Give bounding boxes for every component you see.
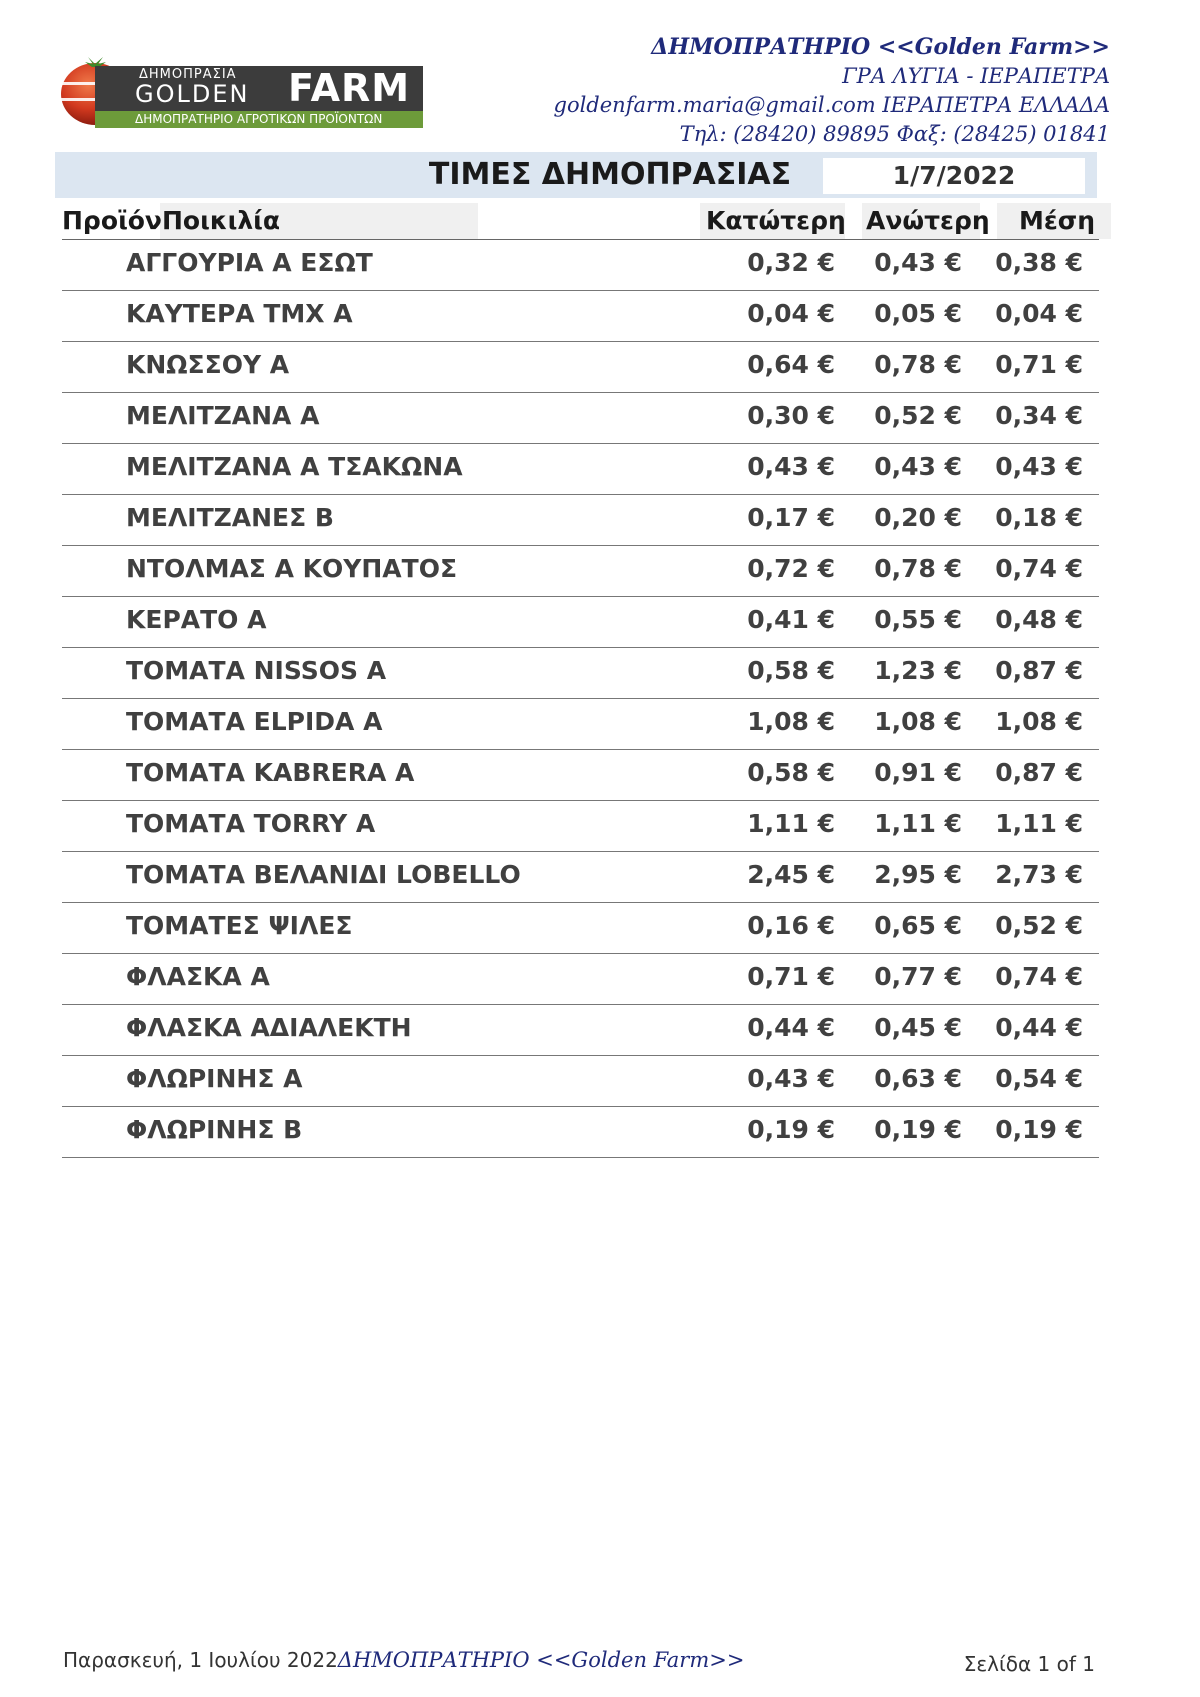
price-low: 0,58 €: [747, 758, 835, 787]
price-low: 0,41 €: [747, 605, 835, 634]
price-high: 1,11 €: [874, 809, 962, 838]
price-low: 0,17 €: [747, 503, 835, 532]
title-bar: [55, 152, 1097, 198]
price-low: 0,64 €: [747, 350, 835, 379]
price-avg: 0,19 €: [995, 1115, 1083, 1144]
price-low: 1,08 €: [747, 707, 835, 736]
product-name: ΦΛΩΡΙΝΗΣ Α: [126, 1064, 303, 1093]
product-name: ΚΑΥΤΕΡΑ ΤΜΧ Α: [126, 299, 353, 328]
price-avg: 1,08 €: [995, 707, 1083, 736]
price-avg: 0,52 €: [995, 911, 1083, 940]
footer-org: ΔΗΜΟΠΡΑΤΗΡΙΟ <<Golden Farm>>: [337, 1648, 745, 1672]
price-avg: 0,38 €: [995, 248, 1083, 277]
table-row: [62, 852, 1099, 903]
product-name: ΤΟΜΑΤΕΣ ΨΙΛΕΣ: [126, 911, 353, 940]
table-row: [62, 495, 1099, 546]
price-high: 0,05 €: [874, 299, 962, 328]
company-email: goldenfarm.maria@gmail.com ΙΕΡΑΠΕΤΡΑ ΕΛΛΑΔΑ: [553, 93, 1110, 117]
company-phones: Τηλ: (28420) 89895 Φαξ: (28425) 01841: [679, 122, 1110, 146]
product-name: ΜΕΛΙΤΖΑΝΑ Α ΤΣΑΚΩΝΑ: [126, 452, 463, 481]
price-avg: 1,11 €: [995, 809, 1083, 838]
product-name: ΤΟΜΑΤΑ ΒΕΛΑΝΙΔΙ LOBELLO: [126, 860, 521, 889]
table-row: [62, 1005, 1099, 1056]
price-high: 0,91 €: [874, 758, 962, 787]
product-name: ΤΟΜΑΤΑ ELPIDA A: [126, 707, 383, 736]
price-avg: 0,43 €: [995, 452, 1083, 481]
table-row: [62, 1107, 1099, 1158]
table-row: [62, 240, 1099, 291]
product-name: ΜΕΛΙΤΖΑΝΑ Α: [126, 401, 320, 430]
price-high: 0,78 €: [874, 554, 962, 583]
price-high: 0,43 €: [874, 452, 962, 481]
price-avg: 0,87 €: [995, 656, 1083, 685]
price-high: 2,95 €: [874, 860, 962, 889]
price-avg: 0,71 €: [995, 350, 1083, 379]
price-high: 0,55 €: [874, 605, 962, 634]
company-address: ΓΡΑ ΛΥΓΙΑ - ΙΕΡΑΠΕΤΡΑ: [842, 64, 1110, 88]
price-high: 0,65 €: [874, 911, 962, 940]
column-header-high: Ανώτερη: [866, 206, 990, 235]
product-name: ΦΛΩΡΙΝΗΣ Β: [126, 1115, 303, 1144]
column-header-variety: Ποικιλία: [162, 206, 281, 235]
price-high: 1,23 €: [874, 656, 962, 685]
table-row: [62, 699, 1099, 750]
price-low: 0,72 €: [747, 554, 835, 583]
product-name: ΦΛΑΣΚΑ Α: [126, 962, 270, 991]
price-low: 0,04 €: [747, 299, 835, 328]
column-header-product: Προϊόν: [62, 206, 162, 235]
price-low: 0,71 €: [747, 962, 835, 991]
table-row: [62, 393, 1099, 444]
price-avg: 0,54 €: [995, 1064, 1083, 1093]
price-avg: 0,04 €: [995, 299, 1083, 328]
column-header-low: Κατώτερη: [706, 206, 846, 235]
price-avg: 0,18 €: [995, 503, 1083, 532]
price-avg: 0,74 €: [995, 554, 1083, 583]
auction-date: 1/7/2022: [823, 158, 1085, 194]
price-low: 0,32 €: [747, 248, 835, 277]
price-avg: 0,44 €: [995, 1013, 1083, 1042]
logo-brand-golden: GOLDEN: [135, 80, 250, 108]
price-high: 0,45 €: [874, 1013, 962, 1042]
table-row: [62, 291, 1099, 342]
page-number: Σελίδα 1 of 1: [963, 1652, 1095, 1676]
price-low: 0,16 €: [747, 911, 835, 940]
table-row: [62, 903, 1099, 954]
table-row: [62, 750, 1099, 801]
table-row: [62, 954, 1099, 1005]
price-avg: 0,87 €: [995, 758, 1083, 787]
price-high: 0,19 €: [874, 1115, 962, 1144]
footer-date: Παρασκευή, 1 Ιουλίου 2022: [63, 1648, 338, 1672]
logo-top-text: ΔΗΜΟΠΡΑΣΙΑ: [139, 67, 237, 82]
table-row: [62, 444, 1099, 495]
page-title: ΤΙΜΕΣ ΔΗΜΟΠΡΑΣΙΑΣ: [428, 157, 792, 192]
company-name: ΔΗΜΟΠΡΑΤΗΡΙΟ <<Golden Farm>>: [651, 34, 1110, 60]
price-high: 0,63 €: [874, 1064, 962, 1093]
product-name: ΦΛΑΣΚΑ ΑΔΙΑΛΕΚΤΗ: [126, 1013, 412, 1042]
price-high: 0,52 €: [874, 401, 962, 430]
price-avg: 0,34 €: [995, 401, 1083, 430]
table-row: [62, 546, 1099, 597]
price-table: [62, 240, 1099, 1158]
price-low: 2,45 €: [747, 860, 835, 889]
price-avg: 0,74 €: [995, 962, 1083, 991]
golden-farm-logo: [55, 50, 423, 128]
price-low: 0,58 €: [747, 656, 835, 685]
price-high: 0,78 €: [874, 350, 962, 379]
product-name: ΚΝΩΣΣΟΥ Α: [126, 350, 290, 379]
column-header-avg: Μέση: [1019, 206, 1096, 235]
price-high: 1,08 €: [874, 707, 962, 736]
table-row: [62, 648, 1099, 699]
price-avg: 0,48 €: [995, 605, 1083, 634]
table-row: [62, 1056, 1099, 1107]
price-high: 0,20 €: [874, 503, 962, 532]
product-name: ΚΕΡΑΤΟ Α: [126, 605, 267, 634]
price-low: 1,11 €: [747, 809, 835, 838]
product-name: ΤΟΜΑΤΑ NISSOS A: [126, 656, 387, 685]
logo-subtitle: ΔΗΜΟΠΡΑΤΗΡΙΟ ΑΓΡΟΤΙΚΩΝ ΠΡΟΪΟΝΤΩΝ: [135, 112, 383, 126]
product-name: ΝΤΟΛΜΑΣ Α ΚΟΥΠΑΤΟΣ: [126, 554, 458, 583]
product-name: ΤΟΜΑΤΑ KABRERA A: [126, 758, 415, 787]
price-low: 0,19 €: [747, 1115, 835, 1144]
price-high: 0,43 €: [874, 248, 962, 277]
product-name: ΤΟΜΑΤΑ TORRY A: [126, 809, 376, 838]
price-low: 0,43 €: [747, 1064, 835, 1093]
product-name: ΜΕΛΙΤΖΑΝΕΣ Β: [126, 503, 334, 532]
table-row: [62, 342, 1099, 393]
logo-brand-farm: FARM: [288, 66, 411, 110]
price-low: 0,30 €: [747, 401, 835, 430]
product-name: ΑΓΓΟΥΡΙΑ Α ΕΣΩΤ: [126, 248, 373, 277]
price-low: 0,44 €: [747, 1013, 835, 1042]
price-low: 0,43 €: [747, 452, 835, 481]
table-row: [62, 801, 1099, 852]
footer-left: [63, 1648, 744, 1672]
table-row: [62, 597, 1099, 648]
price-avg: 2,73 €: [995, 860, 1083, 889]
contact-block: [554, 33, 1111, 149]
price-high: 0,77 €: [874, 962, 962, 991]
